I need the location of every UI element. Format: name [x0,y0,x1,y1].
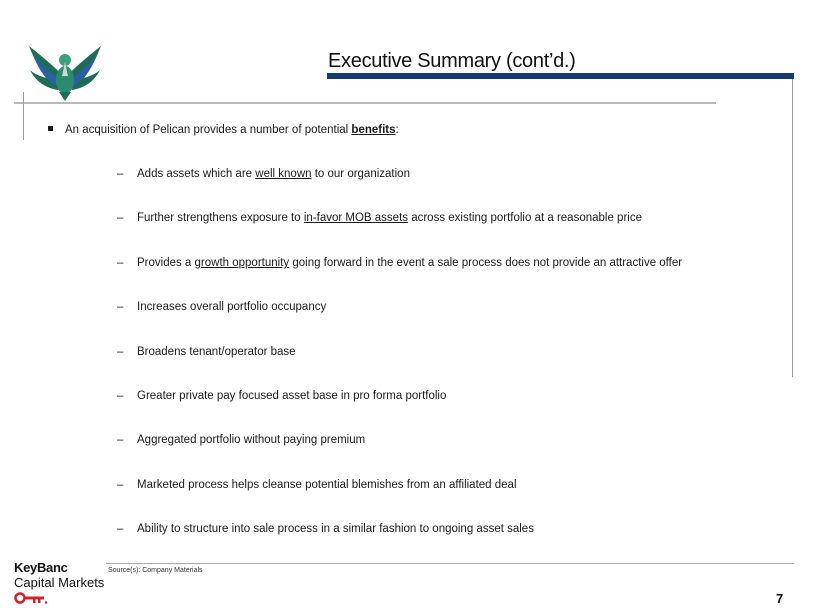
top-horizontal-rule [14,102,716,104]
main-bullet-prefix: An acquisition of Pelican provides a number of potential [65,124,352,136]
pelican-crest-icon [26,38,104,102]
dash-bullet: – [117,346,124,358]
sub-bullet-text: Increases overall portfolio occupancy [137,301,327,313]
dash-bullet: – [117,168,124,180]
sub-bullet-underlined: growth opportunity [194,257,290,269]
sub-bullet-text: Greater private pay focused asset base in pro forma portfolio [137,390,447,402]
sub-bullet-text: Ability to structure into sale process in a similar fashion to ongoing asset sales [137,523,534,535]
dash-bullet: – [117,212,124,224]
key-icon [14,591,48,605]
dash-bullet: – [117,523,124,535]
right-vertical-rule [792,79,793,377]
sub-bullet-text: Adds assets which are [137,168,256,180]
sub-bullet-underlined: well known [255,168,312,180]
sub-bullet-text-end: going forward in the event a sale process does not provide an attractive offer [289,257,683,269]
sub-bullet [117,390,446,402]
title-underline-bar [327,73,794,79]
sub-bullet [117,523,534,535]
sub-bullet [117,212,642,224]
dash-bullet: – [117,301,124,313]
sub-bullet-text-end: across existing portfolio at a reasonable price [408,212,642,224]
page-number: 7 [776,591,784,606]
square-bullet-icon [48,126,53,131]
main-bullet [48,124,399,136]
main-bullet-suffix: : [395,124,399,136]
sub-bullet-text-end: to our organization [311,168,410,180]
brand-subtitle: Capital Markets [14,575,105,590]
sub-bullet [117,168,410,180]
dash-bullet: – [117,257,124,269]
sub-bullet-underlined: in-favor MOB assets [303,212,409,224]
sub-bullet [117,479,517,491]
dash-bullet: – [117,390,124,402]
dash-bullet: – [117,434,124,446]
brand-name: KeyBanc [14,560,68,575]
sub-bullet [117,434,365,446]
main-bullet-emphasis: benefits [351,124,396,136]
left-vertical-rule [23,92,24,140]
sub-bullet [117,301,326,313]
sub-bullet-text: Marketed process helps cleanse potential blemishes from an affiliated deal [137,479,517,491]
sub-bullet [117,346,296,358]
source-note: Source(s): Company Materials [108,567,203,574]
page-title: Executive Summary (cont’d.) [328,50,576,72]
sub-bullet-text: Broadens tenant/operator base [137,346,296,358]
sub-bullet-text: Aggregated portfolio without paying premium [137,434,366,446]
sub-bullet [117,257,682,269]
dash-bullet: – [117,479,124,491]
sub-bullet-text: Further strengthens exposure to [137,212,304,224]
sub-bullet-text: Provides a [137,257,195,269]
footer-rule [106,563,794,564]
